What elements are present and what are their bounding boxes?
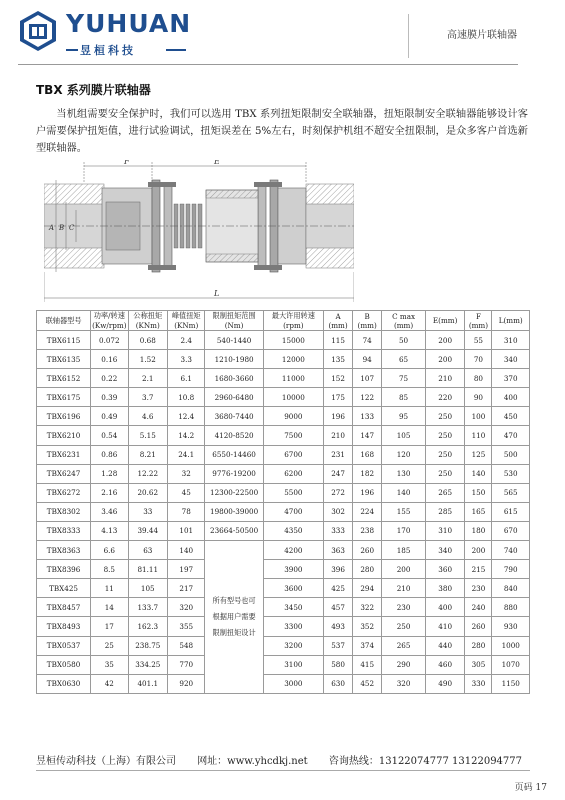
table-cell: 2.16 xyxy=(91,483,128,502)
table-cell: 355 xyxy=(168,617,205,636)
footer-website: 网址：www.yhcdkj.net xyxy=(197,756,308,767)
table-cell: 10000 xyxy=(263,388,323,407)
table-cell: 65 xyxy=(382,350,426,369)
table-cell: 12.22 xyxy=(128,464,168,483)
table-cell: 380 xyxy=(425,579,465,598)
brand-divider-left xyxy=(66,49,78,51)
table-cell: 101 xyxy=(168,521,205,540)
table-cell: 260 xyxy=(465,617,492,636)
footer-hotline: 咨询热线：13122074777 13122094777 xyxy=(328,756,523,767)
table-cell: 182 xyxy=(353,464,382,483)
table-cell: 133 xyxy=(353,407,382,426)
table-cell: 170 xyxy=(382,521,426,540)
table-cell: 305 xyxy=(465,655,492,674)
table-cell: 880 xyxy=(492,598,530,617)
table-cell: 17 xyxy=(91,617,128,636)
table-cell: 1.28 xyxy=(91,464,128,483)
table-cell: 200 xyxy=(382,560,426,579)
table-cell: 23664-50500 xyxy=(205,521,263,540)
table-cell: 265 xyxy=(425,483,465,502)
table-cell: 19800-39000 xyxy=(205,502,263,521)
table-cell: 90 xyxy=(465,388,492,407)
table-cell: 4120-8520 xyxy=(205,426,263,445)
table-cell: 200 xyxy=(465,541,492,560)
table-cell: 6200 xyxy=(263,464,323,483)
table-cell: 3100 xyxy=(263,655,323,674)
table-cell: 3900 xyxy=(263,560,323,579)
table-cell: 4.6 xyxy=(128,407,168,426)
table-cell: TBX0580 xyxy=(37,655,91,674)
dim-label-l: L xyxy=(214,289,220,298)
table-cell: TBX6175 xyxy=(37,388,91,407)
table-cell: 3.7 xyxy=(128,388,168,407)
table-cell: TBX8457 xyxy=(37,598,91,617)
table-cell: 7500 xyxy=(263,426,323,445)
col-b: B (mm) xyxy=(353,311,382,331)
table-cell: TBX6272 xyxy=(37,483,91,502)
dim-label-e: E xyxy=(214,160,220,166)
torque-range-note xyxy=(205,541,263,694)
table-row xyxy=(37,598,530,617)
table-cell: 110 xyxy=(465,426,492,445)
table-cell: 6.6 xyxy=(91,541,128,560)
table-cell: 1000 xyxy=(492,636,530,655)
table-row xyxy=(37,521,530,540)
table-cell: 630 xyxy=(324,674,353,693)
table-cell: 3300 xyxy=(263,617,323,636)
table-cell: 3200 xyxy=(263,636,323,655)
table-cell: 1150 xyxy=(492,674,530,693)
table-cell: 1070 xyxy=(492,655,530,674)
table-cell: 396 xyxy=(324,560,353,579)
table-cell: 140 xyxy=(465,464,492,483)
table-cell: 363 xyxy=(324,541,353,560)
table-cell: 250 xyxy=(425,445,465,464)
table-cell: 94 xyxy=(353,350,382,369)
page-footer xyxy=(36,752,540,767)
table-cell: 9776-19200 xyxy=(205,464,263,483)
table-cell: 302 xyxy=(324,502,353,521)
table-cell: 0.22 xyxy=(91,369,128,388)
table-cell: 450 xyxy=(492,407,530,426)
table-cell: 250 xyxy=(382,617,426,636)
table-cell: 457 xyxy=(324,598,353,617)
table-cell: 790 xyxy=(492,560,530,579)
intro-paragraph: 当机组需要安全保护时，我们可以选用 TBX 系列扭矩限制安全联轴器，扭矩限制安全联轴器能够设计客户需要保护扭矩值，进行试验调试，扭矩误差在 5%左右，时刻保护机组不超安全扭限制，是众多客户首选新型联轴器。 xyxy=(36,109,528,154)
table-cell: 285 xyxy=(425,502,465,521)
table-cell: 165 xyxy=(465,502,492,521)
table-cell: 210 xyxy=(382,579,426,598)
table-cell: 45 xyxy=(168,483,205,502)
table-cell: 3000 xyxy=(263,674,323,693)
table-cell: 12000 xyxy=(263,350,323,369)
table-cell: TBX425 xyxy=(37,579,91,598)
brand-divider-right xyxy=(166,49,186,51)
table-cell: 155 xyxy=(382,502,426,521)
table-row xyxy=(37,369,530,388)
table-cell: 333 xyxy=(324,521,353,540)
table-cell: TBX6115 xyxy=(37,331,91,350)
col-model: 联轴器型号 xyxy=(37,311,91,331)
header-title: 高速膜片联轴器 xyxy=(447,30,517,41)
table-cell: 105 xyxy=(382,426,426,445)
table-cell: 3.3 xyxy=(168,350,205,369)
table-row xyxy=(37,617,530,636)
table-cell: TBX6135 xyxy=(37,350,91,369)
footer-company: 昱桓传动科技（上海）有限公司 xyxy=(36,756,176,767)
table-cell: 120 xyxy=(382,445,426,464)
table-row xyxy=(37,350,530,369)
table-cell: 74 xyxy=(353,331,382,350)
table-cell: 140 xyxy=(382,483,426,502)
torque-range-note-line: 根据用户需要 xyxy=(212,611,256,621)
table-cell: 0.16 xyxy=(91,350,128,369)
table-cell: 14 xyxy=(91,598,128,617)
table-cell: 0.49 xyxy=(91,407,128,426)
page-number: 页码 17 xyxy=(514,783,547,793)
table-cell: 615 xyxy=(492,502,530,521)
table-cell: 196 xyxy=(324,407,353,426)
table-cell: 9000 xyxy=(263,407,323,426)
table-cell: 196 xyxy=(353,483,382,502)
footer-rule xyxy=(36,770,530,771)
table-cell: 8.21 xyxy=(128,445,168,464)
table-cell: 14.2 xyxy=(168,426,205,445)
table-cell: 6700 xyxy=(263,445,323,464)
brand-name-en: YUHUAN xyxy=(66,9,192,38)
table-cell: 920 xyxy=(168,674,205,693)
table-cell: 2.4 xyxy=(168,331,205,350)
table-cell: 6550-14460 xyxy=(205,445,263,464)
table-cell: 310 xyxy=(492,331,530,350)
table-cell: 322 xyxy=(353,598,382,617)
table-cell: 250 xyxy=(425,407,465,426)
table-cell: 168 xyxy=(353,445,382,464)
table-cell: 440 xyxy=(425,636,465,655)
company-logo xyxy=(18,10,58,52)
table-cell: 230 xyxy=(382,598,426,617)
table-cell: 401.1 xyxy=(128,674,168,693)
table-cell: 370 xyxy=(492,369,530,388)
table-cell: 320 xyxy=(382,674,426,693)
table-cell: 147 xyxy=(353,426,382,445)
col-f: F (mm) xyxy=(465,311,492,331)
table-cell: 265 xyxy=(382,636,426,655)
col-a: A (mm) xyxy=(324,311,353,331)
table-cell: 352 xyxy=(353,617,382,636)
table-cell: 4350 xyxy=(263,521,323,540)
table-cell: 180 xyxy=(465,521,492,540)
table-cell: 2.1 xyxy=(128,369,168,388)
table-cell: 5500 xyxy=(263,483,323,502)
table-cell: 410 xyxy=(425,617,465,636)
table-cell: 415 xyxy=(353,655,382,674)
table-cell: 55 xyxy=(465,331,492,350)
dim-label-a: A xyxy=(49,224,55,232)
table-cell: 81.11 xyxy=(128,560,168,579)
table-cell: 280 xyxy=(465,636,492,655)
table-cell: 250 xyxy=(425,464,465,483)
table-cell: 200 xyxy=(425,350,465,369)
table-cell: TBX8302 xyxy=(37,502,91,521)
header-separator xyxy=(408,14,409,58)
table-cell: 6.1 xyxy=(168,369,205,388)
col-torque-range: 限制扭矩范围 (Nm) xyxy=(205,311,263,331)
table-cell: 3680-7440 xyxy=(205,407,263,426)
table-row xyxy=(37,655,530,674)
table-cell: 580 xyxy=(324,655,353,674)
table-cell: 330 xyxy=(465,674,492,693)
table-cell: 334.25 xyxy=(128,655,168,674)
table-cell: 272 xyxy=(324,483,353,502)
table-cell: 238 xyxy=(353,521,382,540)
table-cell: 11 xyxy=(91,579,128,598)
table-cell: TBX6210 xyxy=(37,426,91,445)
table-cell: 12.4 xyxy=(168,407,205,426)
table-row xyxy=(37,502,530,521)
table-cell: 320 xyxy=(168,598,205,617)
torque-range-note-line: 限制扭矩设计 xyxy=(212,627,256,637)
table-cell: 260 xyxy=(353,541,382,560)
table-cell: 105 xyxy=(128,579,168,598)
table-cell: 290 xyxy=(382,655,426,674)
table-cell: 50 xyxy=(382,331,426,350)
table-cell: 12300-22500 xyxy=(205,483,263,502)
table-cell: 460 xyxy=(425,655,465,674)
table-cell: 85 xyxy=(382,388,426,407)
table-cell: 840 xyxy=(492,579,530,598)
table-cell: 11000 xyxy=(263,369,323,388)
table-cell: TBX8363 xyxy=(37,541,91,560)
table-cell: TBX6196 xyxy=(37,407,91,426)
col-max-speed: 最大许用转速 (rpm) xyxy=(263,311,323,331)
spec-table xyxy=(36,310,530,694)
table-cell: 152 xyxy=(324,369,353,388)
table-cell: 250 xyxy=(425,426,465,445)
table-cell: 3.46 xyxy=(91,502,128,521)
table-cell: 215 xyxy=(465,560,492,579)
table-row xyxy=(37,407,530,426)
table-cell: 95 xyxy=(382,407,426,426)
table-cell: 80 xyxy=(465,369,492,388)
table-cell: 0.86 xyxy=(91,445,128,464)
table-cell: 0.54 xyxy=(91,426,128,445)
table-cell: 374 xyxy=(353,636,382,655)
col-nominal-torque: 公称扭矩 (KNm) xyxy=(128,311,168,331)
table-cell: 4200 xyxy=(263,541,323,560)
table-cell: 238.75 xyxy=(128,636,168,655)
brand-name-cn: 昱桓科技 xyxy=(80,44,136,57)
table-cell: 122 xyxy=(353,388,382,407)
table-cell: 340 xyxy=(492,350,530,369)
table-cell: 294 xyxy=(353,579,382,598)
table-row xyxy=(37,464,530,483)
table-cell: 3600 xyxy=(263,579,323,598)
coupling-drawing xyxy=(44,160,354,308)
header-rule xyxy=(18,64,518,65)
table-cell: 135 xyxy=(324,350,353,369)
table-cell: 565 xyxy=(492,483,530,502)
col-peak-torque: 峰值扭矩 (KNm) xyxy=(168,311,205,331)
table-cell: 490 xyxy=(425,674,465,693)
table-cell: TBX6231 xyxy=(37,445,91,464)
table-row xyxy=(37,636,530,655)
table-cell: 247 xyxy=(324,464,353,483)
table-cell: 185 xyxy=(382,541,426,560)
col-e: E(mm) xyxy=(425,311,465,331)
table-cell: 0.39 xyxy=(91,388,128,407)
col-cmax: C max (mm) xyxy=(382,311,426,331)
table-cell: 537 xyxy=(324,636,353,655)
table-row xyxy=(37,674,530,693)
table-cell: 210 xyxy=(324,426,353,445)
table-cell: 220 xyxy=(425,388,465,407)
table-cell: 224 xyxy=(353,502,382,521)
table-cell: 0.072 xyxy=(91,331,128,350)
dim-label-c: C xyxy=(69,224,75,232)
table-cell: 70 xyxy=(465,350,492,369)
table-cell: 310 xyxy=(425,521,465,540)
table-cell: 75 xyxy=(382,369,426,388)
table-cell: TBX8493 xyxy=(37,617,91,636)
table-cell: TBX8396 xyxy=(37,560,91,579)
table-cell: 0.68 xyxy=(128,331,168,350)
table-cell: 217 xyxy=(168,579,205,598)
table-cell: 35 xyxy=(91,655,128,674)
table-cell: 197 xyxy=(168,560,205,579)
table-cell: 770 xyxy=(168,655,205,674)
table-cell: 8.5 xyxy=(91,560,128,579)
table-cell: 280 xyxy=(353,560,382,579)
table-cell: 470 xyxy=(492,426,530,445)
table-cell: 340 xyxy=(425,541,465,560)
table-cell: 115 xyxy=(324,331,353,350)
table-row xyxy=(37,541,530,560)
table-cell: 200 xyxy=(425,331,465,350)
table-cell: 133.7 xyxy=(128,598,168,617)
table-cell: 400 xyxy=(425,598,465,617)
table-header-row xyxy=(37,311,530,331)
table-cell: 100 xyxy=(465,407,492,426)
table-row xyxy=(37,579,530,598)
table-cell: 530 xyxy=(492,464,530,483)
col-l: L(mm) xyxy=(492,311,530,331)
table-cell: 130 xyxy=(382,464,426,483)
table-cell: 500 xyxy=(492,445,530,464)
table-cell: 670 xyxy=(492,521,530,540)
table-cell: 360 xyxy=(425,560,465,579)
table-cell: TBX8333 xyxy=(37,521,91,540)
section-title: TBX 系列膜片联轴器 xyxy=(36,83,151,97)
table-cell: 4.13 xyxy=(91,521,128,540)
table-cell: 400 xyxy=(492,388,530,407)
table-cell: 162.3 xyxy=(128,617,168,636)
table-row xyxy=(37,445,530,464)
table-cell: 425 xyxy=(324,579,353,598)
table-row xyxy=(37,388,530,407)
table-cell: 42 xyxy=(91,674,128,693)
table-cell: TBX0630 xyxy=(37,674,91,693)
col-power: 功率/转速 (Kw/rpm) xyxy=(92,311,127,330)
table-cell: 240 xyxy=(465,598,492,617)
table-cell: 39.44 xyxy=(128,521,168,540)
table-cell: 540-1440 xyxy=(205,331,263,350)
table-cell: 210 xyxy=(425,369,465,388)
table-cell: 3450 xyxy=(263,598,323,617)
table-cell: TBX0537 xyxy=(37,636,91,655)
table-row xyxy=(37,426,530,445)
table-cell: 32 xyxy=(168,464,205,483)
table-cell: 740 xyxy=(492,541,530,560)
torque-range-note-line: 所有型号也可 xyxy=(212,595,256,605)
table-cell: 1.52 xyxy=(128,350,168,369)
page-header xyxy=(0,0,565,70)
table-cell: 493 xyxy=(324,617,353,636)
table-cell: 230 xyxy=(465,579,492,598)
table-cell: 63 xyxy=(128,541,168,560)
table-cell: 930 xyxy=(492,617,530,636)
table-cell: 231 xyxy=(324,445,353,464)
table-cell: 140 xyxy=(168,541,205,560)
table-cell: 33 xyxy=(128,502,168,521)
dim-label-b: B xyxy=(59,224,65,232)
table-cell: 24.1 xyxy=(168,445,205,464)
table-body xyxy=(37,331,530,694)
table-cell: TBX6152 xyxy=(37,369,91,388)
table-cell: 20.62 xyxy=(128,483,168,502)
table-row xyxy=(37,560,530,579)
table-cell: 78 xyxy=(168,502,205,521)
table-cell: 107 xyxy=(353,369,382,388)
table-cell: 150 xyxy=(465,483,492,502)
table-cell: 1210-1980 xyxy=(205,350,263,369)
table-cell: 2960-6480 xyxy=(205,388,263,407)
table-cell: 15000 xyxy=(263,331,323,350)
table-cell: TBX6247 xyxy=(37,464,91,483)
table-cell: 125 xyxy=(465,445,492,464)
table-cell: 1680-3660 xyxy=(205,369,263,388)
table-cell: 548 xyxy=(168,636,205,655)
table-row xyxy=(37,331,530,350)
dim-label-f: F xyxy=(124,160,130,166)
table-row xyxy=(37,483,530,502)
table-cell: 10.8 xyxy=(168,388,205,407)
table-cell: 452 xyxy=(353,674,382,693)
table-cell: 25 xyxy=(91,636,128,655)
table-cell: 5.15 xyxy=(128,426,168,445)
table-cell: 4700 xyxy=(263,502,323,521)
table-cell: 175 xyxy=(324,388,353,407)
